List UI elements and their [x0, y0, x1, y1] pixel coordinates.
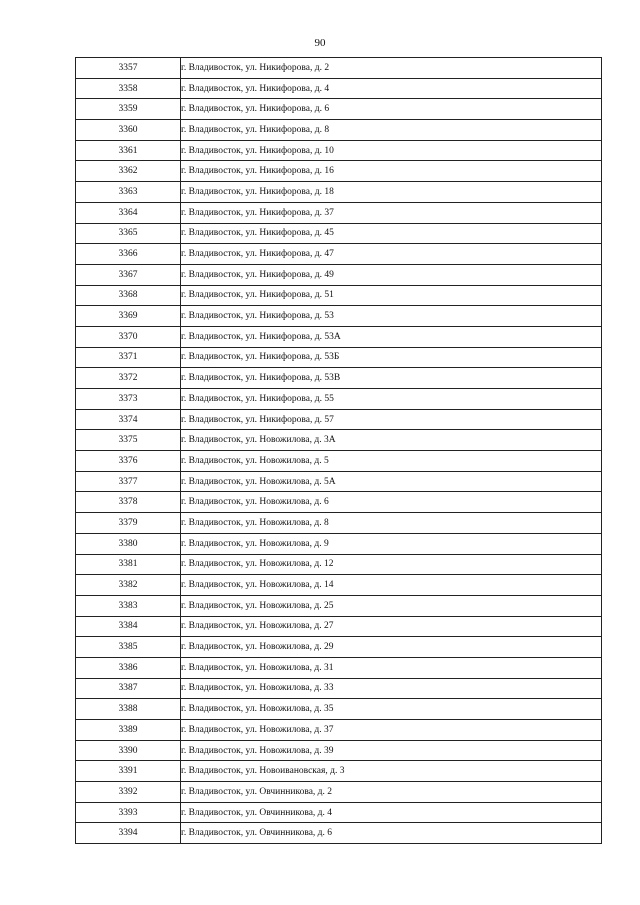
row-number-cell: 3394 [76, 823, 181, 844]
row-number-cell: 3382 [76, 575, 181, 596]
address-table-body [76, 58, 602, 844]
address-cell: г. Владивосток, ул. Никифорова, д. 47 [181, 244, 602, 265]
address-cell: г. Владивосток, ул. Никифорова, д. 45 [181, 223, 602, 244]
address-cell: г. Владивосток, ул. Новожилова, д. 12 [181, 554, 602, 575]
table-row [76, 223, 602, 244]
address-cell: г. Владивосток, ул. Никифорова, д. 10 [181, 140, 602, 161]
table-row [76, 823, 602, 844]
table-row [76, 533, 602, 554]
address-cell: г. Владивосток, ул. Никифорова, д. 53В [181, 368, 602, 389]
row-number-cell: 3358 [76, 78, 181, 99]
row-number-cell: 3373 [76, 389, 181, 410]
address-cell: г. Владивосток, ул. Никифорова, д. 8 [181, 120, 602, 141]
address-cell: г. Владивосток, ул. Никифорова, д. 18 [181, 182, 602, 203]
row-number-cell: 3390 [76, 740, 181, 761]
table-row [76, 575, 602, 596]
table-row [76, 285, 602, 306]
address-cell: г. Владивосток, ул. Овчинникова, д. 4 [181, 802, 602, 823]
table-row [76, 720, 602, 741]
address-cell: г. Владивосток, ул. Новожилова, д. 8 [181, 513, 602, 534]
table-row [76, 202, 602, 223]
row-number-cell: 3378 [76, 492, 181, 513]
row-number-cell: 3391 [76, 761, 181, 782]
address-cell: г. Владивосток, ул. Никифорова, д. 4 [181, 78, 602, 99]
row-number-cell: 3385 [76, 637, 181, 658]
table-row [76, 637, 602, 658]
table-row [76, 471, 602, 492]
row-number-cell: 3374 [76, 409, 181, 430]
address-cell: г. Владивосток, ул. Никифорова, д. 51 [181, 285, 602, 306]
address-cell: г. Владивосток, ул. Новожилова, д. 14 [181, 575, 602, 596]
row-number-cell: 3376 [76, 451, 181, 472]
table-row [76, 699, 602, 720]
address-cell: г. Владивосток, ул. Новожилова, д. 6 [181, 492, 602, 513]
address-cell: г. Владивосток, ул. Новожилова, д. 29 [181, 637, 602, 658]
table-row [76, 740, 602, 761]
row-number-cell: 3377 [76, 471, 181, 492]
row-number-cell: 3375 [76, 430, 181, 451]
table-row [76, 58, 602, 79]
row-number-cell: 3362 [76, 161, 181, 182]
row-number-cell: 3392 [76, 782, 181, 803]
table-row [76, 389, 602, 410]
address-cell: г. Владивосток, ул. Новожилова, д. 31 [181, 657, 602, 678]
table-row [76, 409, 602, 430]
row-number-cell: 3381 [76, 554, 181, 575]
row-number-cell: 3361 [76, 140, 181, 161]
address-cell: г. Владивосток, ул. Никифорова, д. 57 [181, 409, 602, 430]
address-cell: г. Владивосток, ул. Новожилова, д. 5А [181, 471, 602, 492]
address-cell: г. Владивосток, ул. Новоивановская, д. 3 [181, 761, 602, 782]
row-number-cell: 3370 [76, 326, 181, 347]
row-number-cell: 3388 [76, 699, 181, 720]
table-row [76, 802, 602, 823]
address-cell: г. Владивосток, ул. Новожилова, д. 5 [181, 451, 602, 472]
row-number-cell: 3384 [76, 616, 181, 637]
address-cell: г. Владивосток, ул. Никифорова, д. 53А [181, 326, 602, 347]
address-cell: г. Владивосток, ул. Новожилова, д. 25 [181, 595, 602, 616]
address-cell: г. Владивосток, ул. Никифорова, д. 53 [181, 306, 602, 327]
address-cell: г. Владивосток, ул. Овчинникова, д. 2 [181, 782, 602, 803]
address-cell: г. Владивосток, ул. Новожилова, д. 37 [181, 720, 602, 741]
table-row [76, 347, 602, 368]
row-number-cell: 3380 [76, 533, 181, 554]
address-cell: г. Владивосток, ул. Новожилова, д. 27 [181, 616, 602, 637]
table-row [76, 657, 602, 678]
row-number-cell: 3383 [76, 595, 181, 616]
row-number-cell: 3359 [76, 99, 181, 120]
table-row [76, 554, 602, 575]
table-row [76, 492, 602, 513]
row-number-cell: 3357 [76, 58, 181, 79]
table-row [76, 451, 602, 472]
row-number-cell: 3367 [76, 264, 181, 285]
address-cell: г. Владивосток, ул. Никифорова, д. 53Б [181, 347, 602, 368]
table-row [76, 140, 602, 161]
table-row [76, 761, 602, 782]
address-cell: г. Владивосток, ул. Никифорова, д. 2 [181, 58, 602, 79]
row-number-cell: 3364 [76, 202, 181, 223]
address-cell: г. Владивосток, ул. Новожилова, д. 3А [181, 430, 602, 451]
row-number-cell: 3360 [76, 120, 181, 141]
table-row [76, 244, 602, 265]
row-number-cell: 3387 [76, 678, 181, 699]
row-number-cell: 3369 [76, 306, 181, 327]
table-row [76, 120, 602, 141]
table-row [76, 616, 602, 637]
table-row [76, 306, 602, 327]
address-cell: г. Владивосток, ул. Никифорова, д. 6 [181, 99, 602, 120]
address-cell: г. Владивосток, ул. Никифорова, д. 37 [181, 202, 602, 223]
table-row [76, 78, 602, 99]
address-cell: г. Владивосток, ул. Новожилова, д. 39 [181, 740, 602, 761]
address-cell: г. Владивосток, ул. Никифорова, д. 49 [181, 264, 602, 285]
table-row [76, 513, 602, 534]
row-number-cell: 3368 [76, 285, 181, 306]
row-number-cell: 3379 [76, 513, 181, 534]
row-number-cell: 3363 [76, 182, 181, 203]
address-cell: г. Владивосток, ул. Новожилова, д. 9 [181, 533, 602, 554]
table-row [76, 678, 602, 699]
row-number-cell: 3365 [76, 223, 181, 244]
row-number-cell: 3371 [76, 347, 181, 368]
page-number: 90 [314, 37, 326, 49]
row-number-cell: 3389 [76, 720, 181, 741]
row-number-cell: 3372 [76, 368, 181, 389]
row-number-cell: 3393 [76, 802, 181, 823]
address-cell: г. Владивосток, ул. Никифорова, д. 55 [181, 389, 602, 410]
table-row [76, 368, 602, 389]
row-number-cell: 3366 [76, 244, 181, 265]
table-row [76, 182, 602, 203]
address-cell: г. Владивосток, ул. Овчинникова, д. 6 [181, 823, 602, 844]
row-number-cell: 3386 [76, 657, 181, 678]
table-row [76, 99, 602, 120]
table-row [76, 595, 602, 616]
address-table [75, 57, 602, 844]
address-cell: г. Владивосток, ул. Новожилова, д. 33 [181, 678, 602, 699]
table-row [76, 161, 602, 182]
table-row [76, 264, 602, 285]
address-cell: г. Владивосток, ул. Новожилова, д. 35 [181, 699, 602, 720]
table-row [76, 782, 602, 803]
table-row [76, 430, 602, 451]
address-cell: г. Владивосток, ул. Никифорова, д. 16 [181, 161, 602, 182]
table-row [76, 326, 602, 347]
